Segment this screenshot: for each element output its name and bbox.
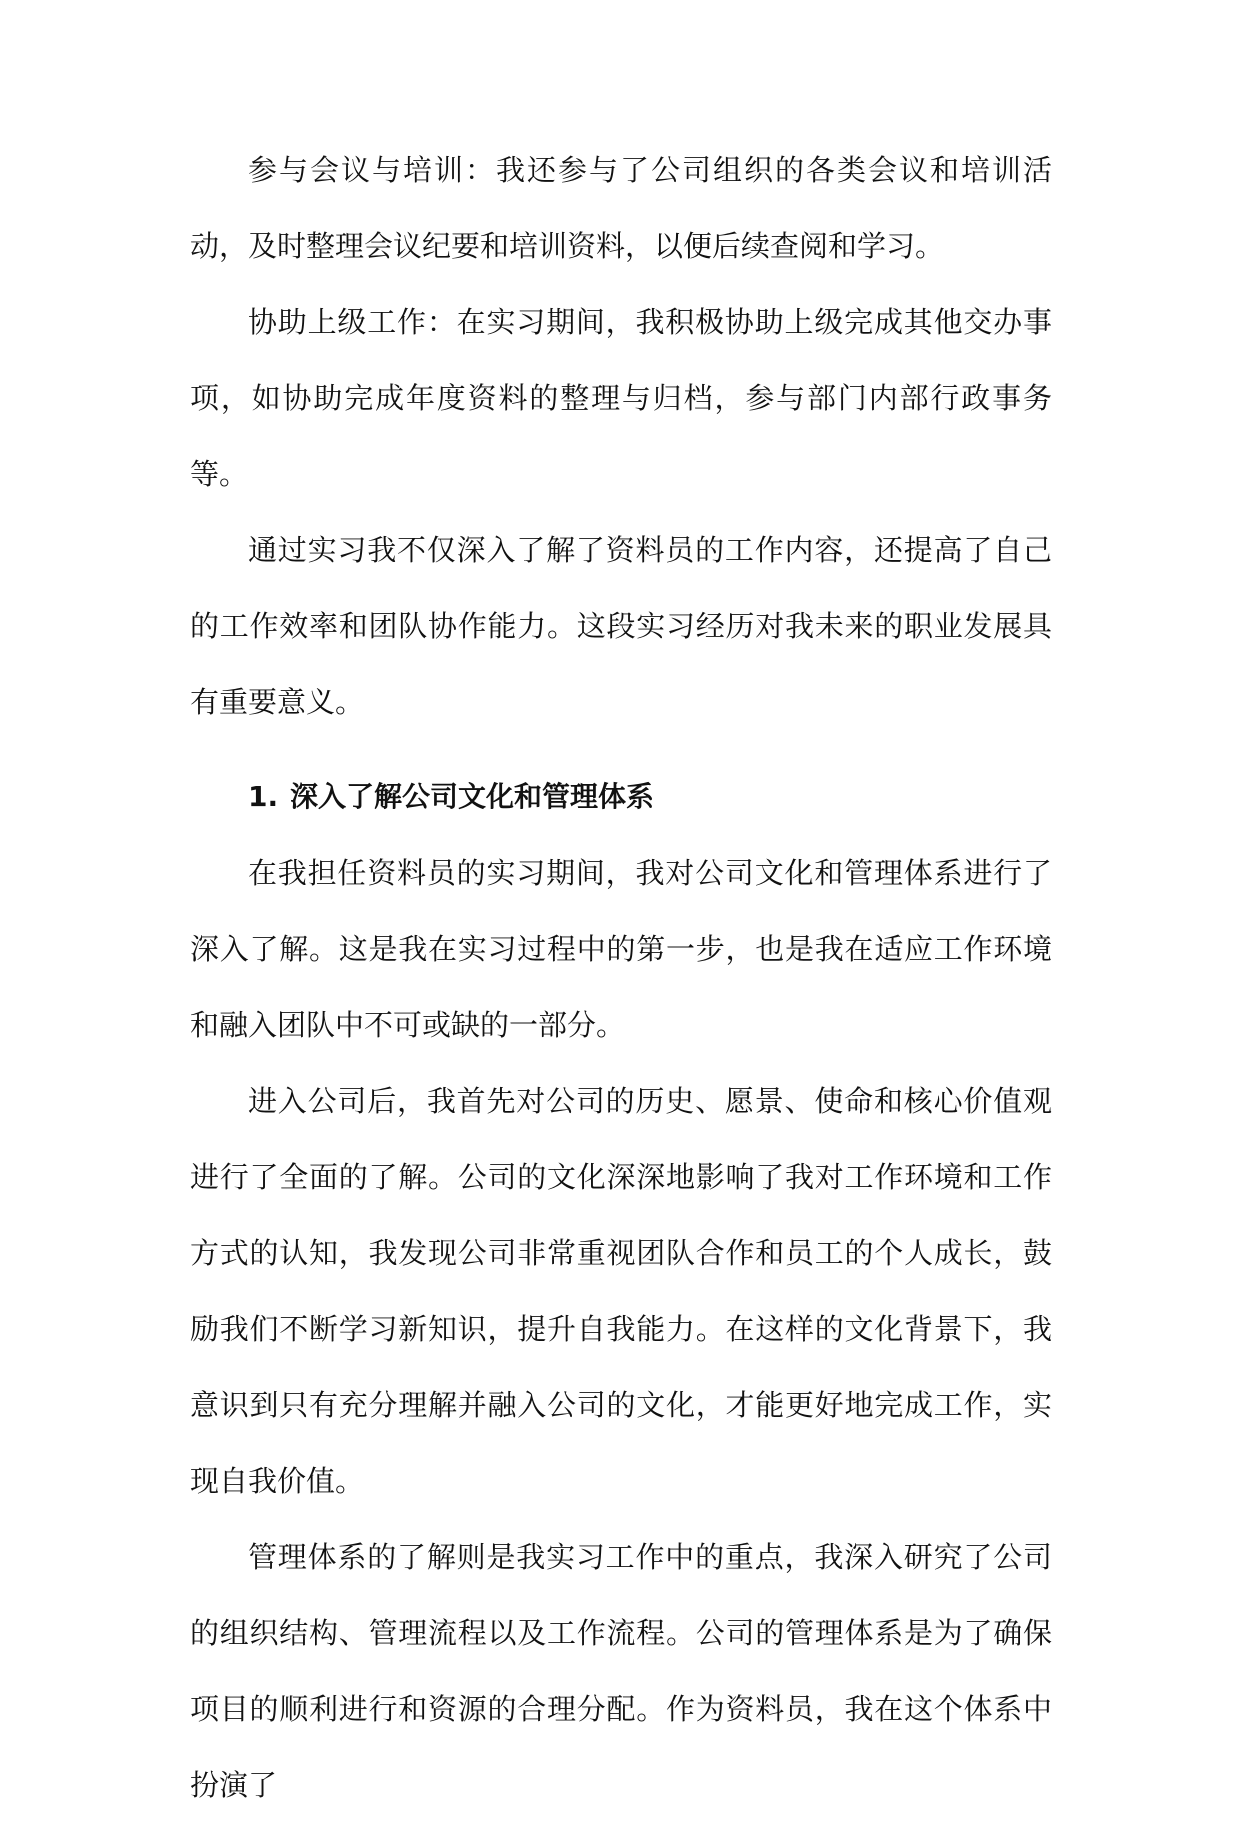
- section-heading-number: 1.: [248, 780, 279, 813]
- paragraph-meetings-training: 参与会议与培训：我还参与了公司组织的各类会议和培训活动，及时整理会议纪要和培训资料，以便后续查阅和学习。: [190, 153, 1052, 263]
- section-heading-text: 深入了解公司文化和管理体系: [290, 780, 655, 813]
- paragraph-culture-intro: 在我担任资料员的实习期间，我对公司文化和管理体系进行了深入了解。这是我在实习过程中的第一步，也是我在适应工作环境和融入团队中不可或缺的一部分。: [190, 856, 1052, 1042]
- document-body: [190, 132, 1052, 1823]
- paragraph-company-culture: 进入公司后，我首先对公司的历史、愿景、使命和核心价值观进行了全面的了解。公司的文化深深地影响了我对工作环境和工作方式的认知，我发现公司非常重视团队合作和员工的个人成长，鼓励我们不断学习新知识，提升自我能力。在这样的文化背景下，我意识到只有充分理解并融入公司的文化，才能更好地完成工作，实现自我价值。: [190, 1084, 1052, 1498]
- paragraph-management-system: 管理体系的了解则是我实习工作中的重点，我深入研究了公司的组织结构、管理流程以及工作流程。公司的管理体系是为了确保项目的顺利进行和资源的合理分配。作为资料员，我在这个体系中扮演了: [190, 1540, 1052, 1802]
- paragraph-internship-summary: 通过实习我不仅深入了解了资料员的工作内容，还提高了自己的工作效率和团队协作能力。这段实习经历对我未来的职业发展具有重要意义。: [190, 533, 1052, 719]
- paragraph-assist-superior: 协助上级工作：在实习期间，我积极协助上级完成其他交办事项，如协助完成年度资料的整理与归档，参与部门内部行政事务等。: [190, 305, 1052, 491]
- section-heading: [190, 740, 1052, 835]
